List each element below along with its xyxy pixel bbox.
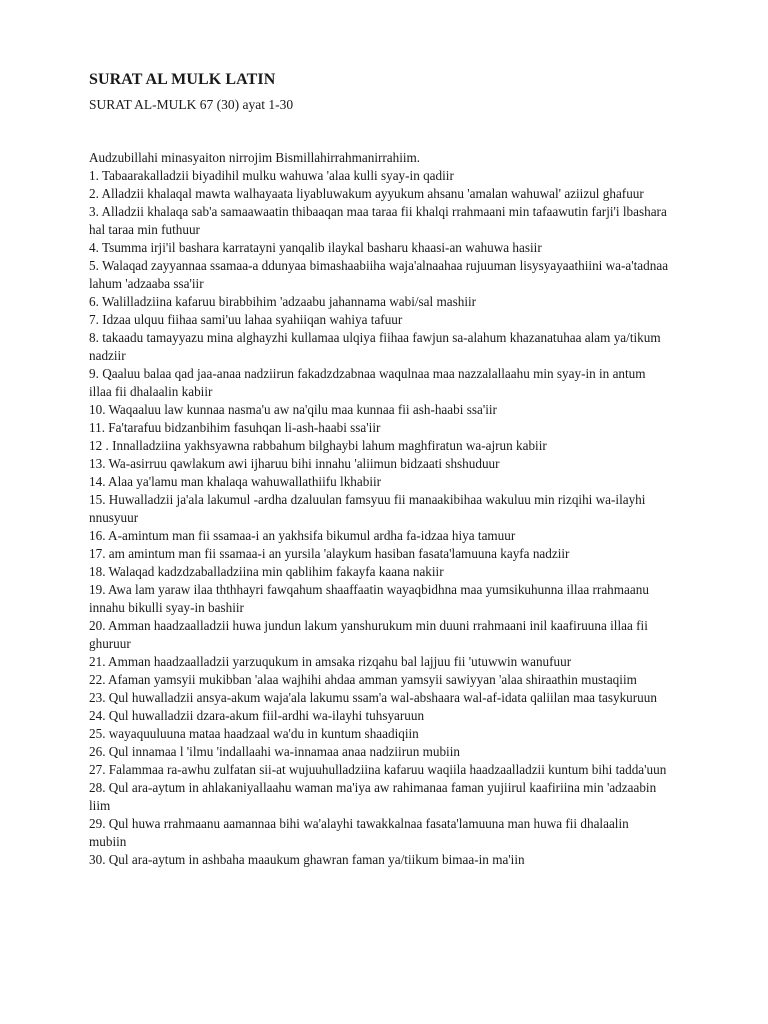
verse-19: 19. Awa lam yaraw ilaa ththhayri fawqahum shaaffaatin wayaqbidhna maa yumsikuhunna illaa rrahmaanu innahu bikulli syay-in bashiir [89, 582, 649, 615]
verse-25: 25. wayaquuluuna mataa haadzaal wa'du in kuntum shaadiqiin [89, 726, 419, 741]
opening-line: Audzubillahi minasyaiton nirrojim Bismillahirrahmanirrahiim. [89, 150, 421, 165]
verse-17: 17. am amintum man fii ssamaa-i an yursila 'alaykum hasiban fasata'lamuuna kayfa nadziir [89, 546, 570, 561]
verse-14: 14. Alaa ya'lamu man khalaqa wahuwallathiifu lkhabiir [89, 474, 382, 489]
verse-30: 30. Qul ara-aytum in ashbaha maaukum ghawran faman ya/tiikum bimaa-in ma'iin [89, 852, 525, 867]
verse-12: 12 . Innalladziina yakhsyawna rabbahum bilghaybi lahum maghfiratun wa-ajrun kabiir [89, 438, 547, 453]
verse-28: 28. Qul ara-aytum in ahlakaniyallaahu waman ma'iya aw rahimanaa faman yujiirul kaafiriina min 'adzaabin liim [89, 780, 657, 813]
verse-23: 23. Qul huwalladzii ansya-akum waja'ala lakumu ssam'a wal-abshaara wal-af-idata qaliilan maa tasykuruun [89, 690, 657, 705]
verse-1: 1. Tabaarakalladzii biyadihil mulku wahuwa 'alaa kulli syay-in qadiir [89, 168, 454, 183]
verse-27: 27. Falammaa ra-awhu zulfatan sii-at wujuuhulladziina kafaruu waqiila haadzaalladzii kuntum bihi tadda'uun [89, 762, 667, 777]
verse-24: 24. Qul huwalladzii dzara-akum fiil-ardhi wa-ilayhi tuhsyaruun [89, 708, 425, 723]
verse-15: 15. Huwalladzii ja'ala lakumul -ardha dzaluulan famsyuu fii manaakibihaa wakuluu min rizqihi wa-ilayhi nnusyuur [89, 492, 646, 525]
verse-22: 22. Afaman yamsyii mukibban 'alaa wajhihi ahdaa amman yamsyii sawiyyan 'alaa shiraathin mustaqiim [89, 672, 637, 687]
verse-6: 6. Walilladziina kafaruu birabbihim 'adzaabu jahannama wabi/sal mashiir [89, 294, 477, 309]
verse-21: 21. Amman haadzaalladzii yarzuqukum in amsaka rizqahu bal lajjuu fii 'utuwwin wanufuur [89, 654, 572, 669]
verse-20: 20. Amman haadzaalladzii huwa jundun lakum yanshurukum min duuni rrahmaani inil kaafiruuna illaa fii ghuruur [89, 618, 648, 651]
verse-10: 10. Waqaaluu law kunnaa nasma'u aw na'qilu maa kunnaa fii ash-haabi ssa'iir [89, 402, 497, 417]
document-body [89, 149, 689, 869]
page-subtitle: SURAT AL-MULK 67 (30) ayat 1-30 [89, 97, 294, 112]
verse-16: 16. A-amintum man fii ssamaa-i an yakhsifa bikumul ardha fa-idzaa hiya tamuur [89, 528, 516, 543]
page-title: SURAT AL MULK LATIN [89, 71, 276, 88]
verse-18: 18. Walaqad kadzdzaballadziina min qablihim fakayfa kaana nakiir [89, 564, 444, 579]
verse-2: 2. Alladzii khalaqal mawta walhayaata liyabluwakum ayyukum ahsanu 'amalan wahuwal' aziizul ghafuur [89, 186, 644, 201]
verse-29: 29. Qul huwa rrahmaanu aamannaa bihi wa'alayhi tawakkalnaa fasata'lamuuna man huwa fii dhalaalin mubiin [89, 816, 629, 849]
verse-5: 5. Walaqad zayyannaa ssamaa-a ddunyaa bimashaabiiha waja'alnaahaa rujuuman lisysyayaathiini wa-a'tadnaa lahum 'adzaaba ssa'iir [89, 258, 669, 291]
verse-3: 3. Alladzii khalaqa sab'a samaawaatin thibaaqan maa taraa fii khalqi rrahmaani min tafaawutin farji'i lbashara hal taraa min futhuur [89, 204, 667, 237]
verse-7: 7. Idzaa ulquu fiihaa sami'uu lahaa syahiiqan wahiya tafuur [89, 312, 403, 327]
verse-26: 26. Qul innamaa l 'ilmu 'indallaahi wa-innamaa anaa nadziirun mubiin [89, 744, 460, 759]
verse-9: 9. Qaaluu balaa qad jaa-anaa nadziirun fakadzdzabnaa waqulnaa maa nazzalallaahu min syay-in in antum illaa fii dhalaalin kabiir [89, 366, 646, 399]
verse-13: 13. Wa-asirruu qawlakum awi ijharuu bihi innahu 'aliimun bidzaati shshuduur [89, 456, 500, 471]
verse-8: 8. takaadu tamayyazu mina alghayzhi kullamaa ulqiya fiihaa fawjun sa-alahum khazanatuhaa alam ya/tikum nadziir [89, 330, 661, 363]
document-page [89, 70, 689, 869]
verse-4: 4. Tsumma irji'il bashara karratayni yanqalib ilaykal basharu khaasi-an wahuwa hasiir [89, 240, 542, 255]
verse-11: 11. Fa'tarafuu bidzanbihim fasuhqan li-ash-haabi ssa'iir [89, 420, 381, 435]
